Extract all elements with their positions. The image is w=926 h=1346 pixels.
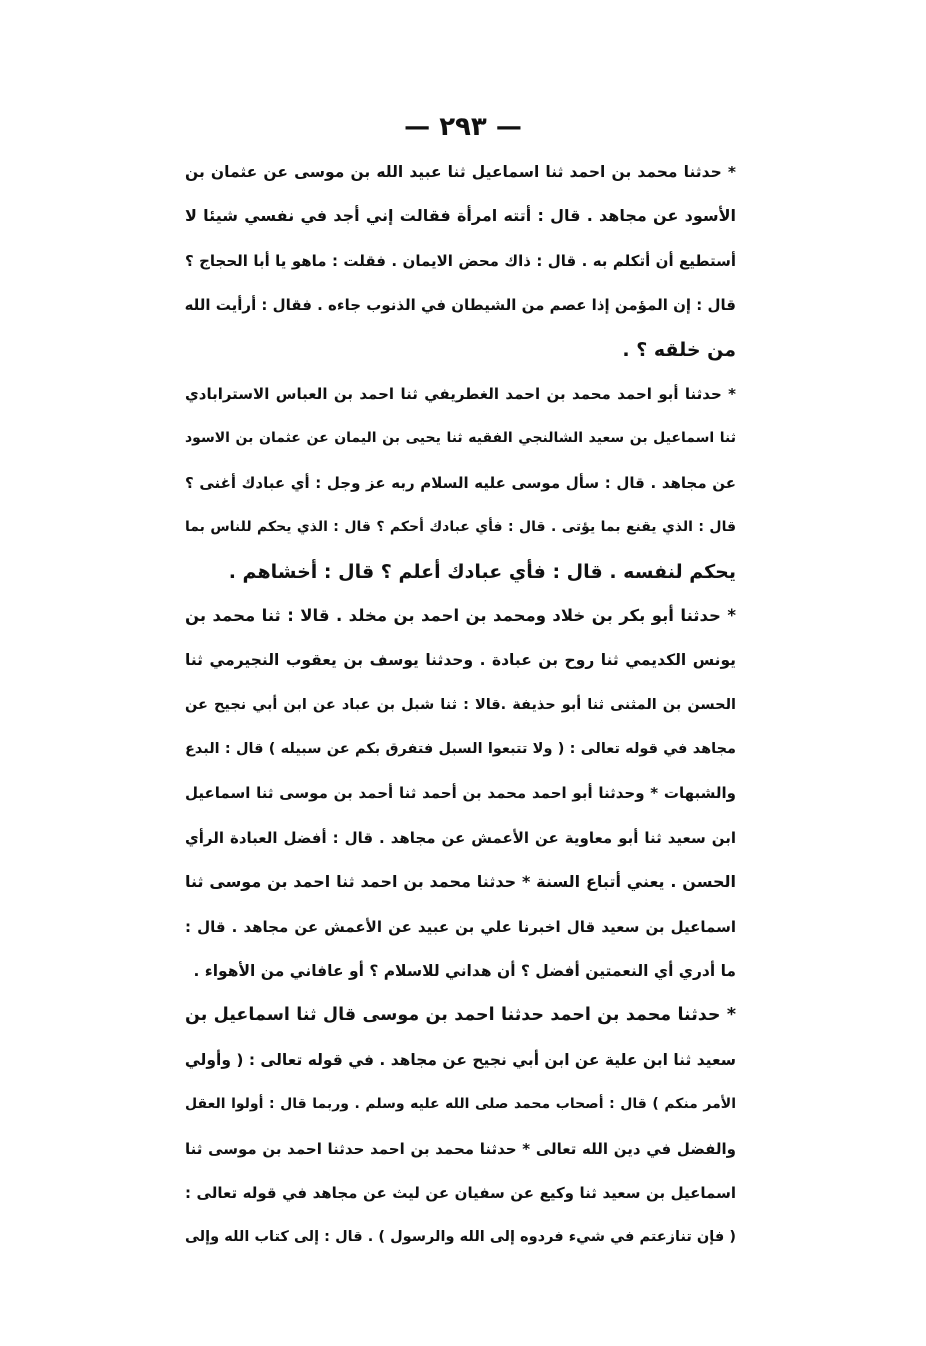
text-line: قال : الذي يقنع بما يؤتى . قال : فأي عبادك أحكم ؟ قال : الذي يحكم للناس بما (185, 519, 736, 536)
text-line: الحسن بن المثنى ثنا أبو حذيفة .قالا : ثنا شبل بن عباد عن ابن أبي نجيح عن (185, 696, 736, 713)
text-line: اسماعيل بن سعيد قال اخبرنا علي بن عبيد عن الأعمش عن مجاهد . قال : (185, 917, 736, 936)
text-line: * حدثنا محمد بن احمد حدثنا احمد بن موسى قال ثنا اسماعيل بن (185, 1005, 736, 1026)
text-line: ( فإن تنازعتم في شيء فردوه إلى الله والرسول ) . قال : إلى كتاب الله وإلى (185, 1229, 736, 1246)
text-line: سعيد ثنا ابن علية عن ابن أبي نجيح عن مجاهد . في قوله تعالى : ( وأولي (185, 1050, 736, 1069)
text-line: ما أدري أي النعمتين أفضل ؟ أن هداني للاسلام ؟ أو عافاني من الأهواء . (193, 962, 736, 981)
text-line: * حدثنا محمد بن احمد ثنا اسماعيل ثنا عبيد الله بن موسى عن عثمان بن (185, 163, 736, 181)
text-line: ثنا اسماعيل بن سعيد الشالنجي الفقيه ثنا يحيى بن اليمان عن عثمان بن الاسود (185, 430, 736, 447)
text-line: والشبهات * وحدثنا أبو احمد محمد بن أحمد ثنا أحمد بن موسى ثنا اسماعيل (185, 784, 736, 803)
text-line: قال : إن المؤمن إذا عصم من الشيطان في الذنوب جاءه . فقال : أرأيت الله (185, 296, 736, 315)
text-line: اسماعيل بن سعيد ثنا وكيع عن سفيان عن ليث عن مجاهد في قوله تعالى : (185, 1183, 736, 1202)
text-line: مجاهد في قوله تعالى : ( ولا تتبعوا السبل فتفرق بكم عن سبيله ) قال : البدع (185, 741, 736, 758)
text-line: ابن سعيد ثنا أبو معاوية عن الأعمش عن مجاهد . قال : أفضل العبادة الرأي (185, 828, 736, 847)
text-line: والفضل في دين الله تعالى * حدثنا محمد بن احمد حدثنا احمد بن موسى ثنا (185, 1139, 736, 1158)
text-line: الأمر منكم ) قال : أصحاب محمد صلى الله عليه وسلم . وربما قال : أولوا العقل (185, 1096, 736, 1113)
text-line: الأسود عن مجاهد . قال : أتته امرأة فقالت إني أجد في نفسي شيئا لا (185, 206, 736, 226)
text-line: أستطيع أن أتكلم به . قال : ذاك محض الايمان . فقلت : ماهو يا أبا الحجاج ؟ (185, 251, 736, 270)
text-line: الحسن . يعني أتباع السنة * حدثنا محمد بن احمد ثنا احمد بن موسى ثنا (185, 872, 736, 892)
text-line: يونس الكديمي ثنا روح بن عبادة . وحدثنا يوسف بن يعقوب النجيرمي ثنا (185, 651, 736, 670)
text-line: عن مجاهد . قال : سأل موسى عليه السلام ربه عز وجل : أي عبادك أغنى ؟ (185, 473, 736, 492)
body-text (185, 150, 736, 1260)
page-number: — ٢٩٣ — (404, 112, 522, 142)
text-line: من خلقه ؟ . (622, 338, 736, 361)
text-line: * حدثنا أبو بكر بن خلاد ومحمد بن احمد بن مخلد . قالا : ثنا محمد بن (185, 605, 736, 625)
text-line: * حدثنا أبو احمد محمد بن احمد الغطريفي ثنا احمد بن العباس الاسترابادي (185, 384, 736, 403)
text-line: يحكم لنفسه . قال : فأي عبادك أعلم ؟ قال : أخشاهم . (228, 560, 736, 583)
